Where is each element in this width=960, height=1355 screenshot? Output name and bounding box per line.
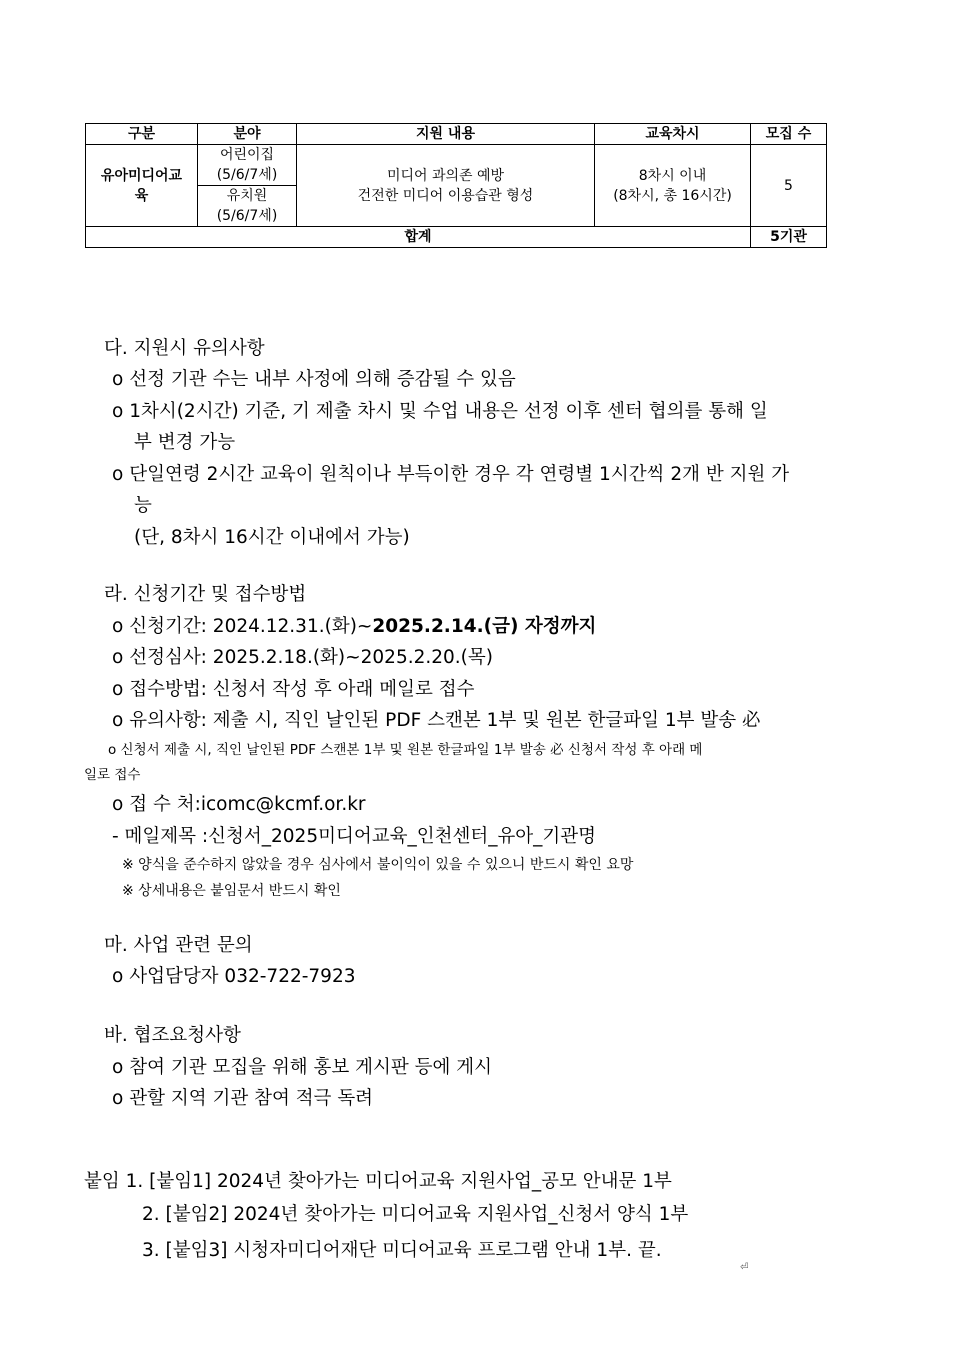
section-ma-title: 마. 사업 관련 문의	[104, 935, 253, 956]
da-item-2-line1: o 1차시(2시간) 기준, 기 제출 차시 및 수업 내용은 선정 이후 센터 협의를 통해 일	[112, 401, 768, 422]
sessions-line1: 8차시 이내	[638, 167, 707, 184]
content-line2: 건전한 미디어 이용습관 형성	[357, 187, 534, 204]
field-daycare-age: (5/6/7세)	[216, 167, 278, 183]
attachment-2: 2. [붙임2] 2024년 찾아가는 미디어교육 지원사업_신청서 양식 1부	[142, 1204, 689, 1225]
ra-email-address[interactable]: icomc@kcmf.or.kr	[200, 794, 366, 815]
ra-email-prefix: o 접 수 처:	[112, 794, 201, 815]
ma-contact: o 사업담당자 032-722-7923	[112, 966, 356, 987]
ra-email-line	[112, 793, 366, 817]
ra-period	[112, 615, 596, 639]
header-category: 구분	[86, 124, 198, 145]
field-daycare-cell	[198, 145, 297, 186]
total-value: 5기관	[751, 227, 827, 248]
table-total-row	[86, 227, 827, 248]
ra-notes: o 유의사항: 제출 시, 직인 날인된 PDF 스캔본 1부 및 원본 한글파일 1부 발송 必	[112, 710, 761, 731]
ra-subject: 신청서_2025미디어교육_인천센터_유아_기관명	[208, 826, 597, 847]
ra-period-deadline: 2025.2.14.(금) 자정까지	[372, 616, 597, 637]
da-item-3-line3: (단, 8차시 16시간 이내에서 가능)	[134, 527, 410, 548]
header-content: 지원 내용	[297, 124, 595, 145]
total-label: 합계	[86, 227, 751, 248]
attachment-3: 3. [붙임3] 시청자미디어재단 미디어교육 프로그램 안내 1부. 끝.	[142, 1240, 662, 1261]
ra-method: o 접수방법: 신청서 작성 후 아래 메일로 접수	[112, 679, 475, 700]
ra-small-line1: o 신청서 제출 시, 직인 날인된 PDF 스캔본 1부 및 원본 한글파일 1부 발송 必 신청서 작성 후 아래 메	[108, 742, 703, 758]
header-field: 분야	[198, 124, 297, 145]
ra-review: o 선정심사: 2025.2.18.(화)~2025.2.20.(목)	[112, 647, 493, 668]
header-count: 모집 수	[751, 124, 827, 145]
section-da-title: 다. 지원시 유의사항	[104, 338, 265, 359]
field-daycare-name: 어린이집	[219, 147, 275, 163]
field-kindergarten-age: (5/6/7세)	[216, 208, 278, 224]
content-line1: 미디어 과의존 예방	[386, 167, 505, 184]
ba-item-2: o 관할 지역 기관 참여 적극 독려	[112, 1088, 374, 1109]
sessions-cell	[595, 145, 751, 227]
table-row	[86, 145, 827, 186]
support-table	[85, 123, 827, 248]
sessions-line2: (8차시, 총 16시간)	[613, 187, 732, 204]
category-line1: 유아미디어교	[100, 167, 183, 184]
da-item-3-line2: 능	[134, 495, 152, 516]
table-header-row	[86, 124, 827, 145]
ra-small-line2: 일로 접수	[84, 767, 141, 783]
field-kindergarten-cell	[198, 186, 297, 227]
ra-notice-1: ※ 양식을 준수하지 않았을 경우 심사에서 불이익이 있을 수 있으니 반드시 확인 요망	[122, 857, 634, 873]
count-cell: 5	[751, 145, 827, 227]
attachment-1: 붙임 1. [붙임1] 2024년 찾아가는 미디어교육 지원사업_공모 안내문 1부	[84, 1171, 672, 1192]
da-item-3-line1: o 단일연령 2시간 교육이 원칙이나 부득이한 경우 각 연령별 1시간씩 2개 반 지원 가	[112, 464, 790, 485]
field-kindergarten-name: 유치원	[226, 188, 268, 204]
category-cell	[86, 145, 198, 227]
section-ra-title: 라. 신청기간 및 접수방법	[104, 584, 307, 605]
ra-subject-prefix: - 메일제목 :	[112, 826, 209, 847]
da-item-2-line2: 부 변경 가능	[134, 432, 236, 453]
paragraph-end-mark: ⏎	[740, 1262, 749, 1273]
ra-notice-2: ※ 상세내용은 붙임문서 반드시 확인	[122, 883, 341, 899]
ra-subject-line	[112, 825, 596, 849]
ba-item-1: o 참여 기관 모집을 위해 홍보 게시판 등에 게시	[112, 1057, 493, 1078]
section-ba-title: 바. 협조요청사항	[104, 1025, 241, 1046]
ra-period-prefix: o 신청기간: 2024.12.31.(화)~	[112, 616, 373, 637]
header-sessions: 교육차시	[595, 124, 751, 145]
content-cell	[297, 145, 595, 227]
da-item-1: o 선정 기관 수는 내부 사정에 의해 증감될 수 있음	[112, 369, 516, 390]
category-line2: 육	[134, 187, 149, 204]
